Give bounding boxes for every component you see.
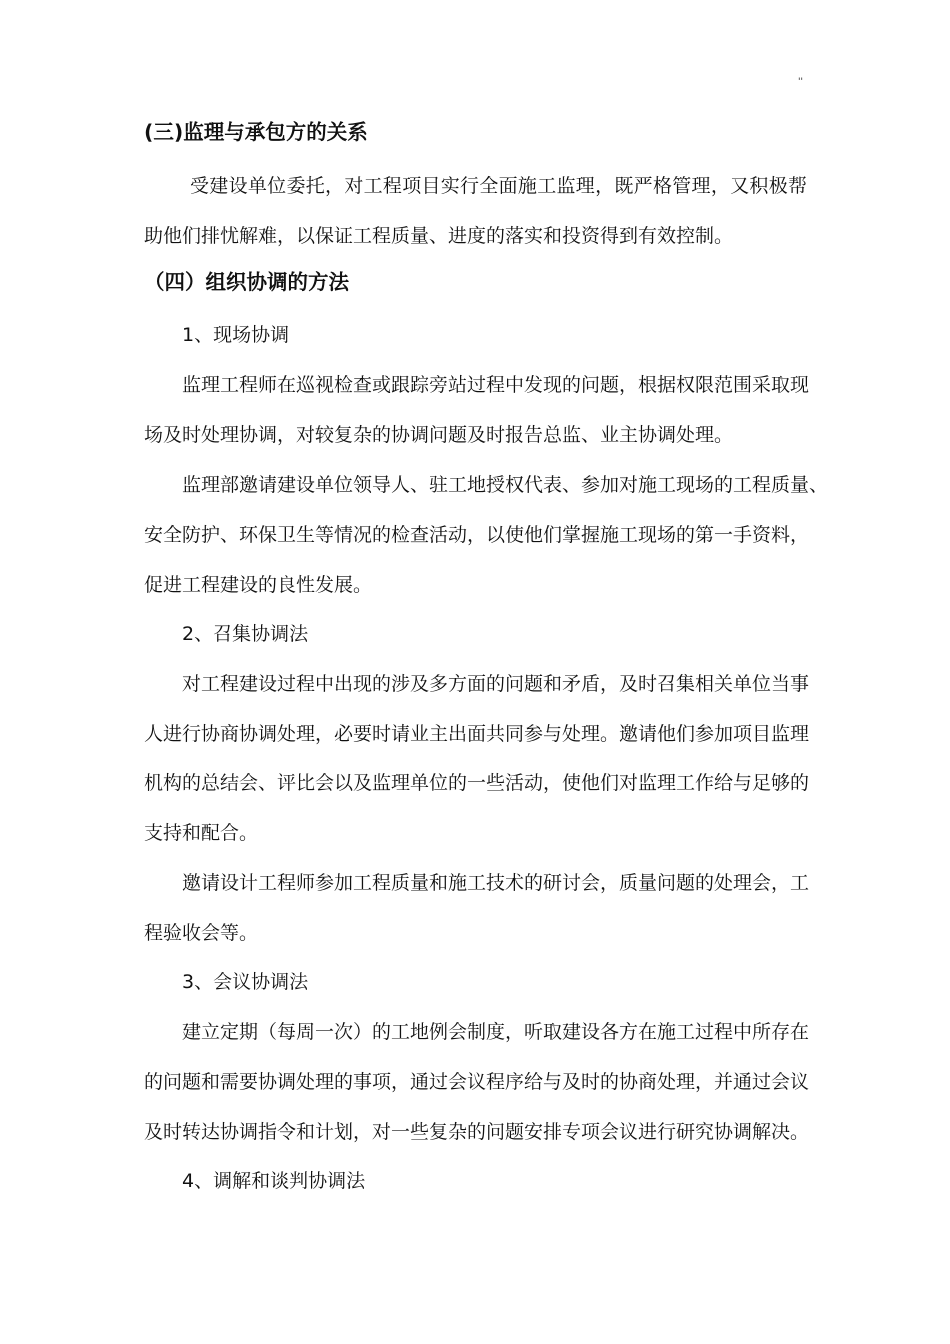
paragraph-line: 支持和配合。	[144, 822, 259, 844]
paragraph-line: 受建设单位委托，对工程项目实行全面施工监理，既严格管理，又积极帮	[190, 175, 807, 197]
page-mark: ''	[798, 77, 803, 87]
paragraph-line: 及时转达协调指令和计划，对一些复杂的问题安排专项会议进行研究协调解决。	[144, 1121, 810, 1143]
paragraph-line: 程验收会等。	[144, 922, 259, 944]
section-heading-4: （四）组织协调的方法	[144, 270, 349, 294]
paragraph-line: 促进工程建设的良性发展。	[144, 574, 373, 596]
paragraph-line: 监理部邀请建设单位领导人、驻工地授权代表、参加对施工现场的工程质量、	[182, 474, 829, 496]
subheading-2: 2、召集协调法	[182, 623, 309, 645]
paragraph-line: 监理工程师在巡视检查或跟踪旁站过程中发现的问题，根据权限范围采取现	[182, 374, 810, 396]
paragraph-line: 邀请设计工程师参加工程质量和施工技术的研讨会，质量问题的处理会，工	[182, 872, 810, 894]
paragraph-line: 人进行协商协调处理，必要时请业主出面共同参与处理。邀请他们参加项目监理	[144, 723, 810, 745]
subheading-3: 3、会议协调法	[182, 971, 309, 993]
paragraph-line: 对工程建设过程中出现的涉及多方面的问题和矛盾，及时召集相关单位当事	[182, 673, 810, 695]
paragraph-line: 安全防护、环保卫生等情况的检查活动，以使他们掌握施工现场的第一手资料，	[144, 524, 810, 546]
subheading-1: 1、现场协调	[182, 324, 290, 346]
subheading-4: 4、调解和谈判协调法	[182, 1170, 366, 1192]
paragraph-line: 机构的总结会、评比会以及监理单位的一些活动，使他们对监理工作给与足够的	[144, 772, 810, 794]
section-heading-3: (三)监理与承包方的关系	[144, 120, 368, 144]
paragraph-line: 场及时处理协调，对较复杂的协调问题及时报告总监、业主协调处理。	[144, 424, 734, 446]
paragraph-line: 助他们排忧解难，以保证工程质量、进度的落实和投资得到有效控制。	[144, 225, 734, 247]
paragraph-line: 的问题和需要协调处理的事项，通过会议程序给与及时的协商处理，并通过会议	[144, 1071, 810, 1093]
paragraph-line: 建立定期（每周一次）的工地例会制度，听取建设各方在施工过程中所存在	[182, 1021, 810, 1043]
